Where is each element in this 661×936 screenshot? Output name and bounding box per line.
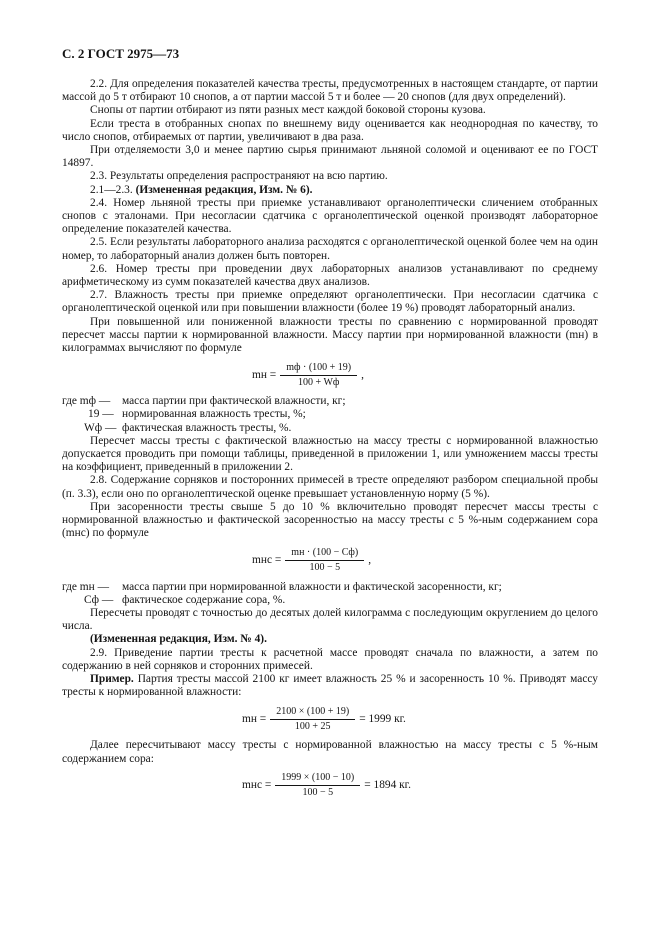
example-text: Партия тресты массой 2100 кг имеет влажность 25 % и засоренность 10 %. Приводят массу тресты к нормированной влажности: [62,672,598,699]
legend-text: масса партии при фактической влажности, кг; [122,395,346,408]
paragraph-2-5: 2.5. Если результаты лабораторного анализа расходятся с органолептической оценкой более чем на один номер, то лабораторный анализ должен быть повторен. [62,236,598,262]
paragraph: Снопы от партии отбирают из пяти разных мест каждой боковой стороны кузова. [90,104,486,117]
change-note [62,184,598,197]
legend-text: масса партии при нормированной влажности и фактической засоренности, кг; [122,580,502,593]
change-range: 2.1—2.3. [90,183,136,196]
paragraph: Пересчет массы тресты с фактической влажностью на массу тресты с нормированной влажностью допускается проводить при помощи таблицы, приведенной в приложении 1, или умножением массы тресты на коэффициент, приведенный в приложении 2. [62,434,598,474]
formula-fraction [270,706,355,733]
formula-lhs: mнс = [242,779,272,792]
legend-symbol: 19 — [88,408,114,421]
formula-fraction [280,362,357,389]
legend-symbol: где mн — [62,580,109,593]
paragraph-2-9: 2.9. Приведение партии тресты к расчетной массе проводят сначала по влажности, а затем по содержанию в ней сорняков и сторонних примесей. [62,646,598,672]
paragraph: При отделяемости 3,0 и менее партию сырья принимают льняной соломой и оценивают ее по ГОСТ 14897. [62,144,598,170]
change-label: (Измененная редакция, Изм. № 6). [135,183,313,196]
formula-numerator: mн · (100 − Cф) [285,547,364,561]
legend-row [62,581,598,594]
formula-denominator: 100 + 25 [294,720,331,732]
example-label: Пример. [90,672,134,685]
example-paragraph [62,673,598,699]
legend-row [62,408,598,421]
formula-result: = 1894 кг. [364,779,411,792]
legend-text: нормированная влажность тресты, %; [122,408,306,421]
paragraph: Если треста в отобранных снопах по внешнему виду оценивается как неоднородная по качеству, то число снопов, отбираемых от партии, увеличивают в два раза. [62,117,598,143]
formula-fraction [275,772,360,799]
paragraph-2-6: 2.6. Номер тресты при проведении двух лабораторных анализов устанавливают по среднему арифметическому из сумм показателей качества двух анализов. [62,262,598,289]
formula-result: = 1999 кг. [359,712,406,725]
formula-denominator: 100 − 5 [302,787,334,799]
legend-symbol: Cф — [84,593,114,606]
change-note: (Измененная редакция, Изм. № 4). [90,633,267,646]
paragraph: При засоренности тресты свыше 5 до 10 % включительно проводят пересчет массы тресты с нормированной влажностью и фактической засоренностью на массу тресты с 5 %-ным содержанием сора (mнс) по формуле [62,500,598,540]
paragraph-2-7: 2.7. Влажность тресты при приемке определяют органолептически. При несогласии сдатчика с органолептической оценкой или при повышении влажности (более 19 %) проводят лабораторный анализ. [62,289,598,315]
formula-tail: , [361,368,364,381]
formula-fraction [285,547,364,574]
page-header: С. 2 ГОСТ 2975—73 [62,46,180,61]
formula-denominator: 100 − 5 [309,562,341,573]
paragraph: Пересчеты проводят с точностью до десятых долей килограмма с последующим округлением до целого числа. [62,606,598,633]
legend-row [62,594,598,607]
formula-lhs: mн = [242,712,267,725]
formula-4 [62,766,598,806]
formula-lhs: mнс = [252,553,282,566]
formula-numerator: 2100 × (100 + 19) [270,706,355,720]
formula-lhs: mн = [252,368,277,381]
formula-2 [62,541,598,581]
legend-symbol: Wф — [84,421,117,434]
formula-tail: , [368,553,372,566]
legend-text: фактическая влажность тресты, %. [122,421,292,434]
legend-text: фактическое содержание сора, %. [122,593,286,606]
legend-symbol: где mф — [62,395,111,408]
formula-1 [62,355,598,395]
document-body [62,78,598,806]
legend-row [62,422,598,435]
paragraph-2-2: 2.2. Для определения показателей качества тресты, предусмотренных в настоящем стандарте, от партии массой до 5 т отбирают 10 снопов, а от партии массой 5 т и более — 20 снопов (для двух определений). [62,78,598,104]
formula-denominator: 100 + Wф [297,376,340,388]
paragraph-2-8: 2.8. Содержание сорняков и посторонних примесей в тресте определяют разбором специальной пробы (п. 3.3), если оно по органолептической оценке превышает установленную норму (5 %). [62,474,598,500]
formula-numerator: 1999 × (100 − 10) [275,772,360,786]
paragraph: Далее пересчитывают массу тресты с нормированной влажностью на массу тресты с 5 %-ным содержанием сора: [62,739,598,765]
paragraph: При повышенной или пониженной влажности тресты по сравнению с нормированной проводят пересчет массы партии к нормированной влажности. Массу партии при нормированной влажности (mн) в килограммах вычисляют по формуле [62,315,598,355]
formula-3 [62,699,598,739]
paragraph-2-3: 2.3. Результаты определения распространяют на всю партию. [90,170,388,183]
legend-row [62,395,598,408]
formula-numerator: mф · (100 + 19) [280,362,357,376]
paragraph-2-4: 2.4. Номер льняной тресты при приемке устанавливают органолептически сличением отобранных снопов с эталонами. При несогласии сдатчика с органолептической оценкой производят лабораторное определение показателей качества. [62,196,598,236]
